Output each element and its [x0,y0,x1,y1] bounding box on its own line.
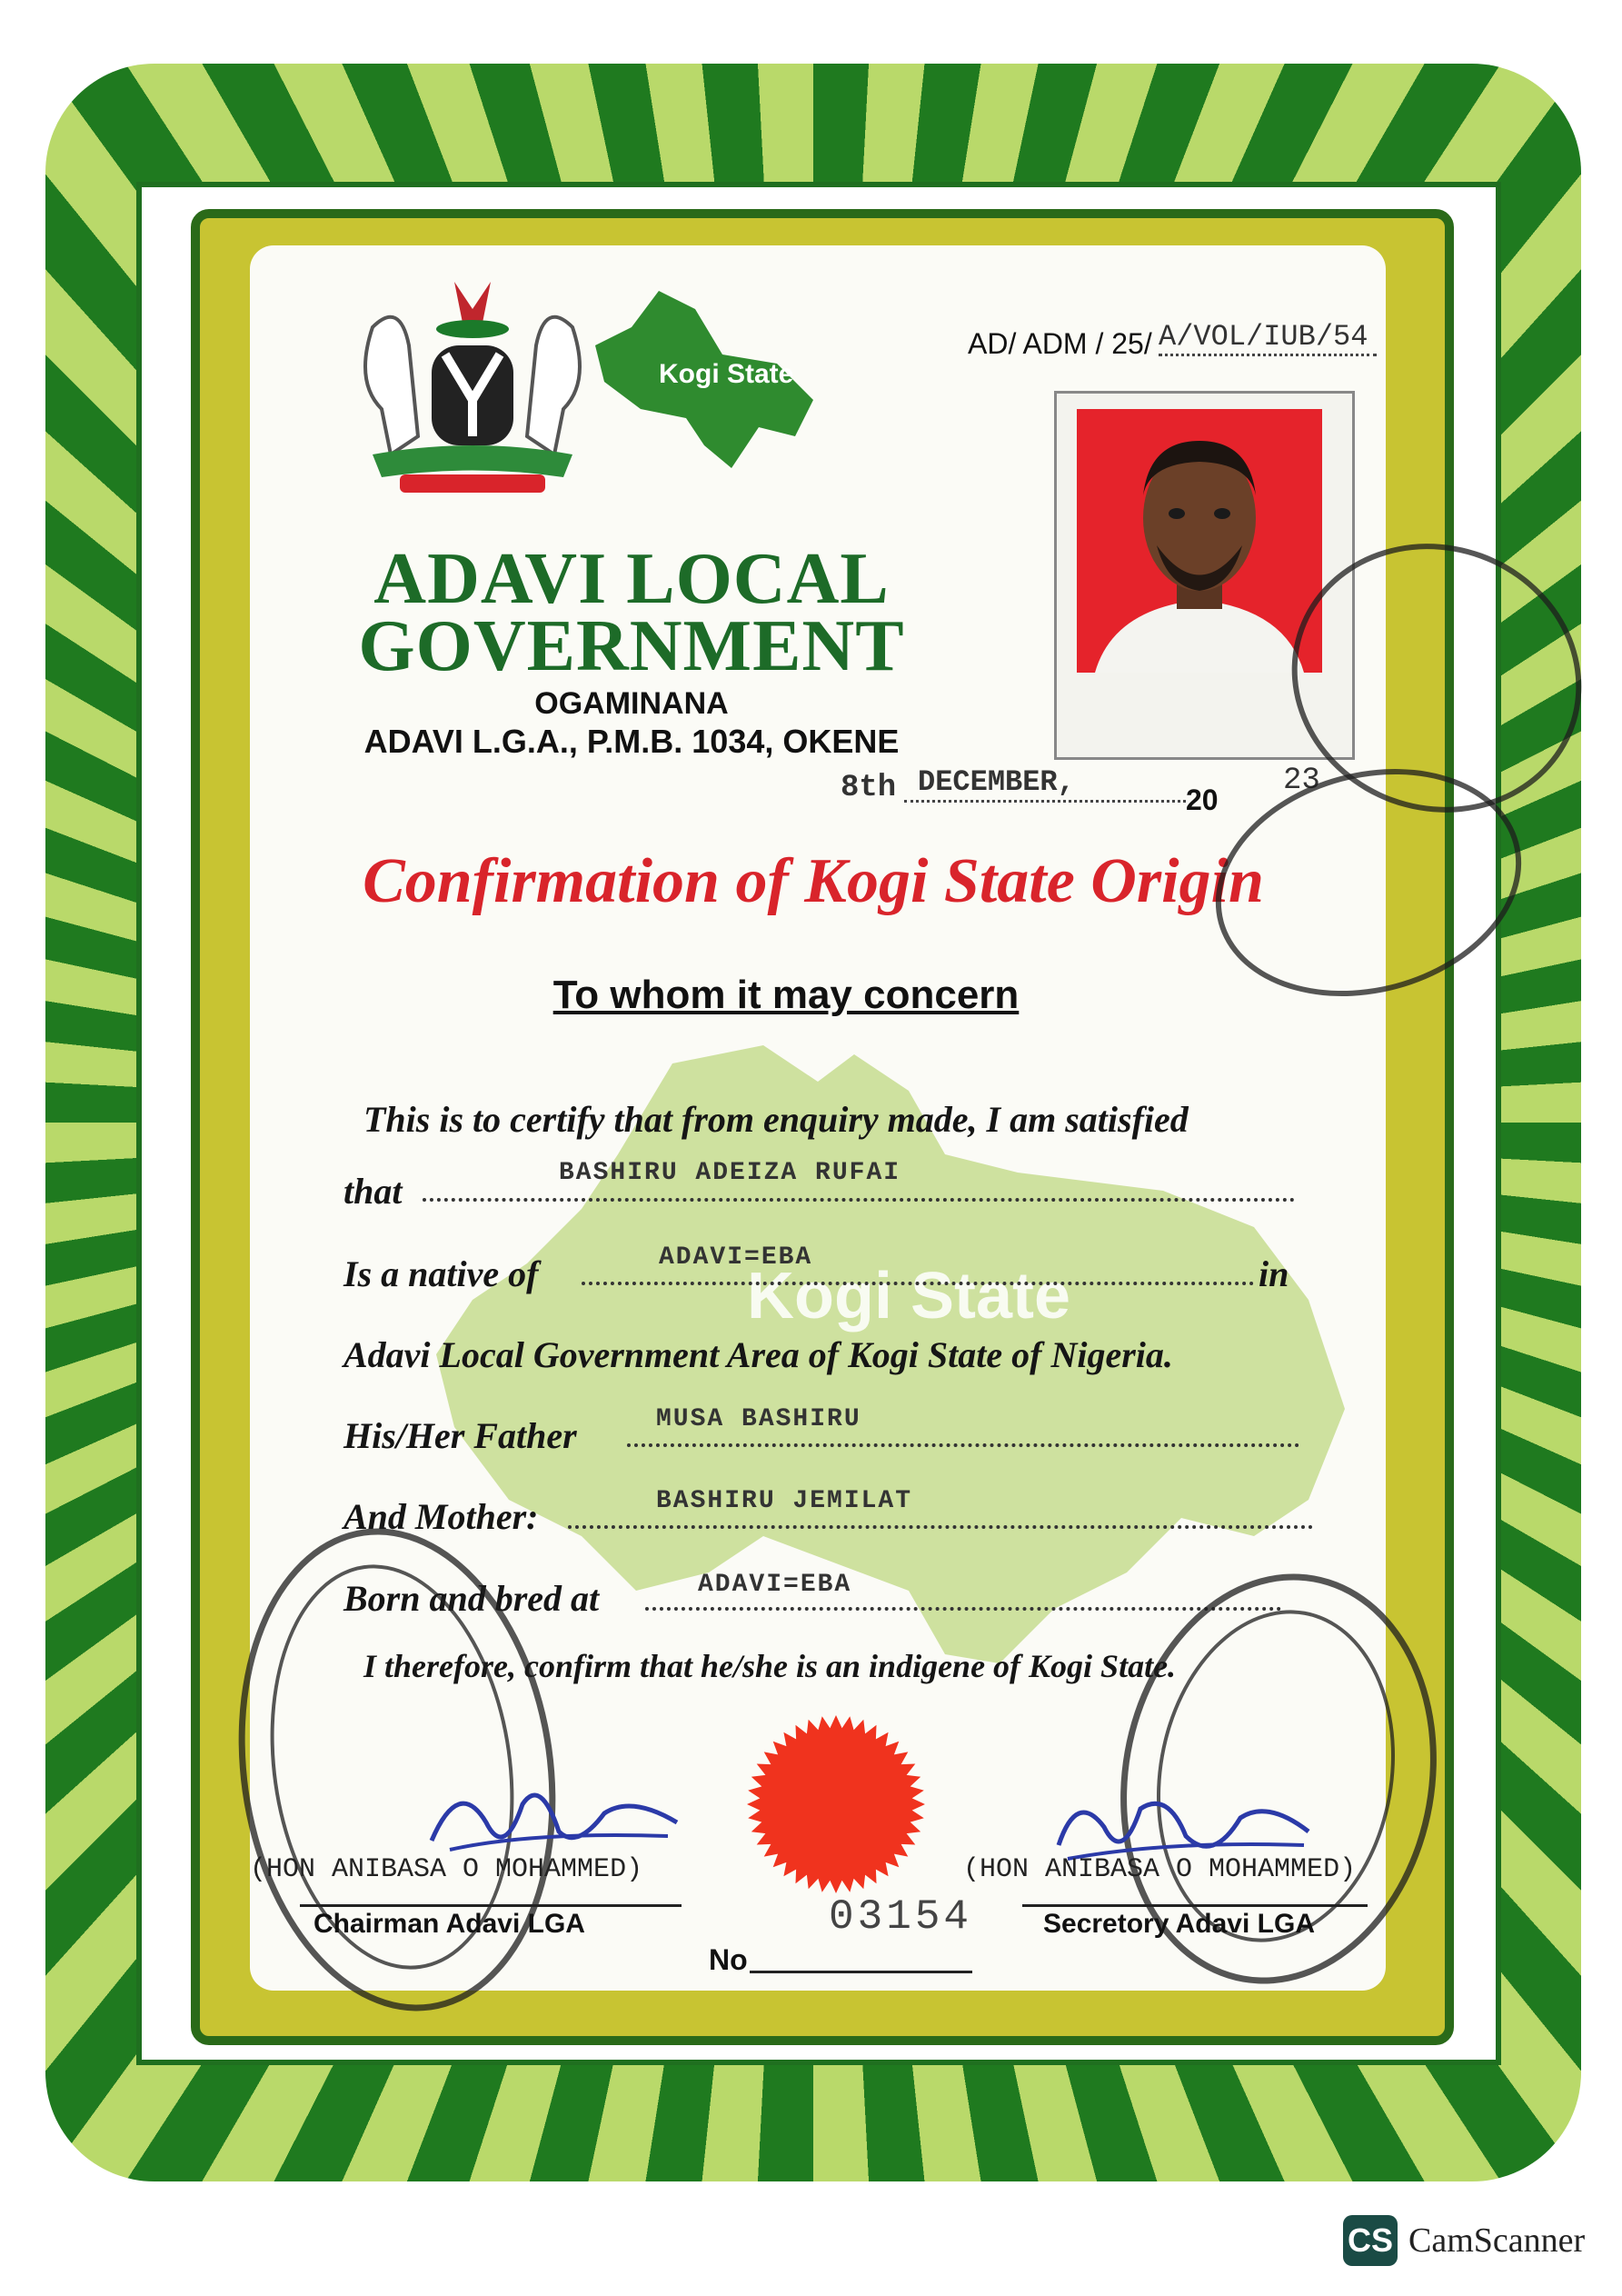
organisation-title [323,539,940,686]
salutation: To whom it may concern [552,973,1020,1017]
confirm-line: I therefore, confirm that he/she is an indigene of Kogi State. [363,1648,1177,1684]
passport-photo [1077,409,1322,673]
mother-label: And Mother: [343,1496,539,1537]
date-day: 8th [841,771,897,805]
secretary-title: Secretory Adavi LGA [1043,1909,1315,1939]
chairman-title: Chairman Adavi LGA [313,1909,585,1939]
mother-dotted-line [568,1525,1313,1529]
reference-number: A/VOL/IUB/54 [1159,320,1377,356]
document-title: Confirmation of Kogi State Origin [363,846,1264,916]
organisation-title-line2: GOVERNMENT [358,606,905,686]
born-dotted-line [645,1607,1281,1611]
certify-line: This is to certify that from enquiry made, I am satisfied [363,1099,1189,1140]
native-of-value: ADAVI=EBA [659,1243,813,1272]
father-dotted-line [627,1443,1299,1447]
holder-name: BASHIRU ADEIZA RUFAI [559,1159,901,1187]
father-label: His/Her Father [343,1415,577,1456]
organisation-address: ADAVI L.G.A., P.M.B. 1034, OKENE [363,723,900,760]
date-dotted-line [904,800,1186,803]
reference-label: AD/ ADM / 25/ [968,327,1152,360]
organisation-title-line1: ADAVI LOCAL [373,539,890,619]
native-dotted-line [582,1282,1254,1285]
serial-number: 03154 [829,1893,973,1941]
mother-name: BASHIRU JEMILAT [656,1487,913,1515]
secretary-name: (HON ANIBASA O MOHAMMED) [963,1854,1357,1885]
chairman-signature-line [300,1904,682,1907]
date-year: 23 [1283,764,1320,798]
native-label: Is a native of [343,1253,539,1294]
born-at-value: ADAVI=EBA [698,1571,852,1599]
camscanner-logo-icon: CS [1343,2215,1398,2266]
born-label: Born and bred at [343,1578,600,1619]
father-name: MUSA BASHIRU [656,1405,861,1433]
in-label: in [1259,1253,1289,1294]
organisation-town: OGAMINANA [534,686,729,721]
kogi-map-label: Kogi State [659,359,794,389]
camscanner-label: CamScanner [1408,2221,1586,2260]
date-month: DECEMBER, [918,765,1075,799]
date-century: 20 [1186,784,1219,816]
area-line: Adavi Local Government Area of Kogi State of Nigeria. [343,1334,1173,1375]
chairman-name: (HON ANIBASA O MOHAMMED) [250,1854,643,1885]
coat-of-arms-icon [345,273,600,500]
secretary-signature-line [1022,1904,1368,1907]
red-seal-icon [745,1713,927,1895]
number-label: No [709,1943,748,1976]
watermark-text: Kogi State [746,1260,1071,1333]
that-label: that [343,1171,403,1212]
number-line [750,1971,972,1973]
name-dotted-line [423,1198,1295,1202]
chairman-signature [423,1768,686,1868]
